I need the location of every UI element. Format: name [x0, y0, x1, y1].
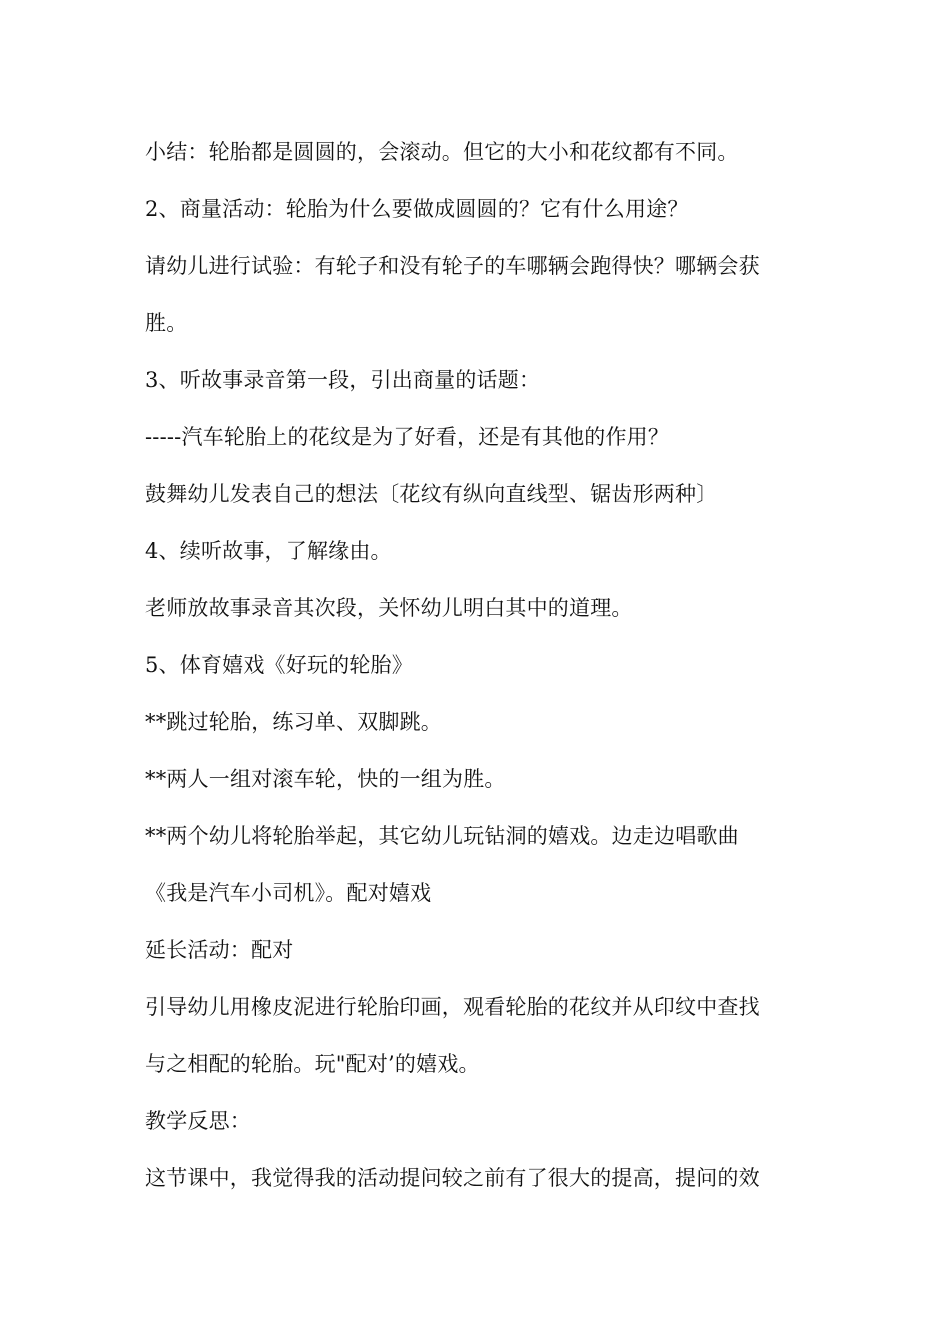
- text-line-summary: 小结：轮胎都是圆圆的，会滚动。但它的大小和花纹都有不同。: [145, 140, 739, 164]
- text-line-experiment: 请幼儿进行试验：有轮子和没有轮子的车哪辆会跑得快？哪辆会获: [145, 254, 760, 278]
- text-line-game-3-cont: 《我是汽车小司机》。配对嬉戏: [145, 881, 432, 905]
- text-line-extension: 延长活动：配对: [145, 938, 294, 962]
- text-line-guide: 引导幼儿用橡皮泥进行轮胎印画，观看轮胎的花纹并从印纹中查找: [145, 995, 760, 1019]
- text-line-experiment-cont: 胜。: [145, 311, 188, 335]
- text-line-game-2: **两人一组对滚车轮，快的一组为胜。: [145, 767, 506, 791]
- text-line-step-5: 5、体育嬉戏《好玩的轮胎》: [145, 653, 413, 677]
- text-line-step-3: 3、听故事录音第一段，引出商量的话题：: [145, 368, 541, 392]
- text-line-game-1: **跳过轮胎，练习单、双脚跳。: [145, 710, 442, 734]
- text-line-step-4: 4、续听故事，了解缘由。: [145, 539, 392, 563]
- text-line-question: -----汽车轮胎上的花纹是为了好看，还是有其他的作用？: [145, 425, 670, 449]
- text-line-teacher: 老师放故事录音其次段，关怀幼儿明白其中的道理。: [145, 596, 633, 620]
- text-line-guide-cont: 与之相配的轮胎。玩"配对’的嬉戏。: [145, 1052, 480, 1076]
- text-line-step-2: 2、商量活动：轮胎为什么要做成圆圆的？它有什么用途？: [145, 197, 689, 221]
- text-line-encourage: 鼓舞幼儿发表自己的想法〔花纹有纵向直线型、锯齿形两种〕: [145, 482, 718, 506]
- text-line-reflection: 这节课中，我觉得我的活动提问较之前有了很大的提高，提问的效: [145, 1166, 760, 1190]
- text-line-game-3: **两个幼儿将轮胎举起，其它幼儿玩钻洞的嬉戏。边走边唱歌曲: [145, 824, 739, 848]
- text-line-reflection-heading: 教学反思：: [145, 1109, 251, 1133]
- document-body: [145, 133, 810, 1216]
